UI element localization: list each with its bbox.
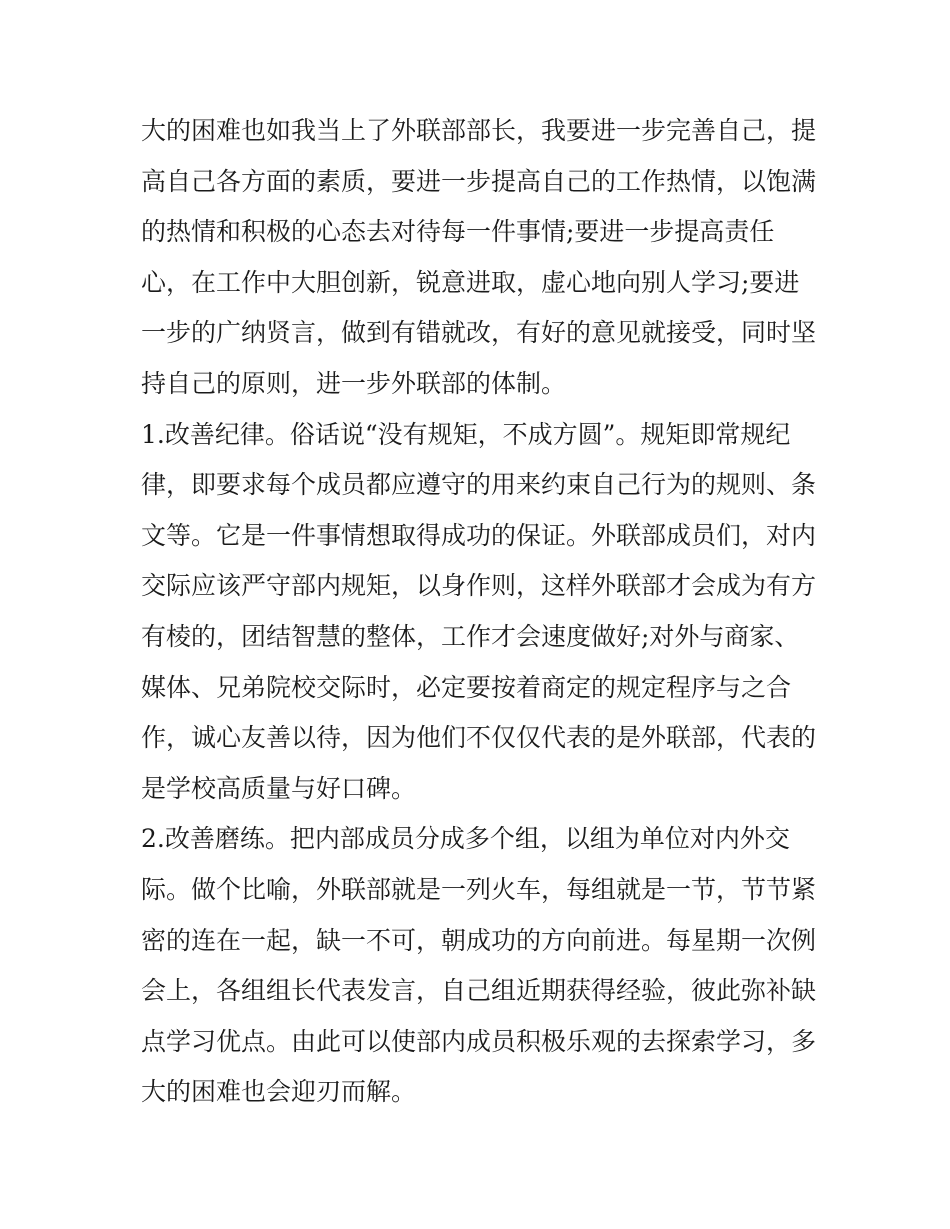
text-line: 点学习优点。由此可以使部内成员积极乐观的去探索学习，多 (141, 1026, 817, 1056)
text-line: 密的连在一起，缺一不可，朝成功的方向前进。每星期一次例 (141, 925, 817, 955)
text-line: 1.改善纪律。俗话说“没有规矩，不成方圆”。规矩即常规纪 (141, 419, 791, 449)
text-line: 律，即要求每个成员都应遵守的用来约束自己行为的规则、条 (141, 470, 817, 500)
document-body (141, 106, 821, 1118)
text-line: 际。做个比喻，外联部就是一列火车，每组就是一节，节节紧 (141, 874, 817, 904)
text-line: 2.改善磨练。把内部成员分成多个组，以组为单位对内外交 (141, 824, 790, 854)
text-line: 高自己各方面的素质，要进一步提高自己的工作热情，以饱满 (141, 166, 817, 196)
text-line: 文等。它是一件事情想取得成功的保证。外联部成员们，对内 (141, 520, 817, 550)
text-line: 是学校高质量与好口碑。 (141, 773, 417, 803)
text-line: 会上，各组组长代表发言，自己组近期获得经验，彼此弥补缺 (141, 976, 817, 1006)
text-line: 作，诚心友善以待，因为他们不仅仅代表的是外联部，代表的 (141, 723, 817, 753)
text-line: 有棱的，团结智慧的整体，工作才会速度做好;对外与商家、 (141, 621, 800, 651)
text-line: 的热情和积极的心态去对待每一件事情;要进一步提高责任 (141, 217, 775, 247)
text-line: 交际应该严守部内规矩，以身作则，这样外联部才会成为有方 (141, 571, 817, 601)
text-line: 大的困难也会迎刃而解。 (141, 1077, 417, 1107)
text-line: 一步的广纳贤言，做到有错就改，有好的意见就接受，同时坚 (141, 318, 817, 348)
text-line: 持自己的原则，进一步外联部的体制。 (141, 368, 567, 398)
text-line: 心，在工作中大胆创新，锐意进取，虚心地向别人学习;要进 (141, 267, 800, 297)
text-line: 大的困难也如我当上了外联部部长，我要进一步完善自己，提 (141, 116, 817, 145)
text-line: 媒体、兄弟院校交际时，必定要按着商定的规定程序与之合 (141, 672, 792, 702)
